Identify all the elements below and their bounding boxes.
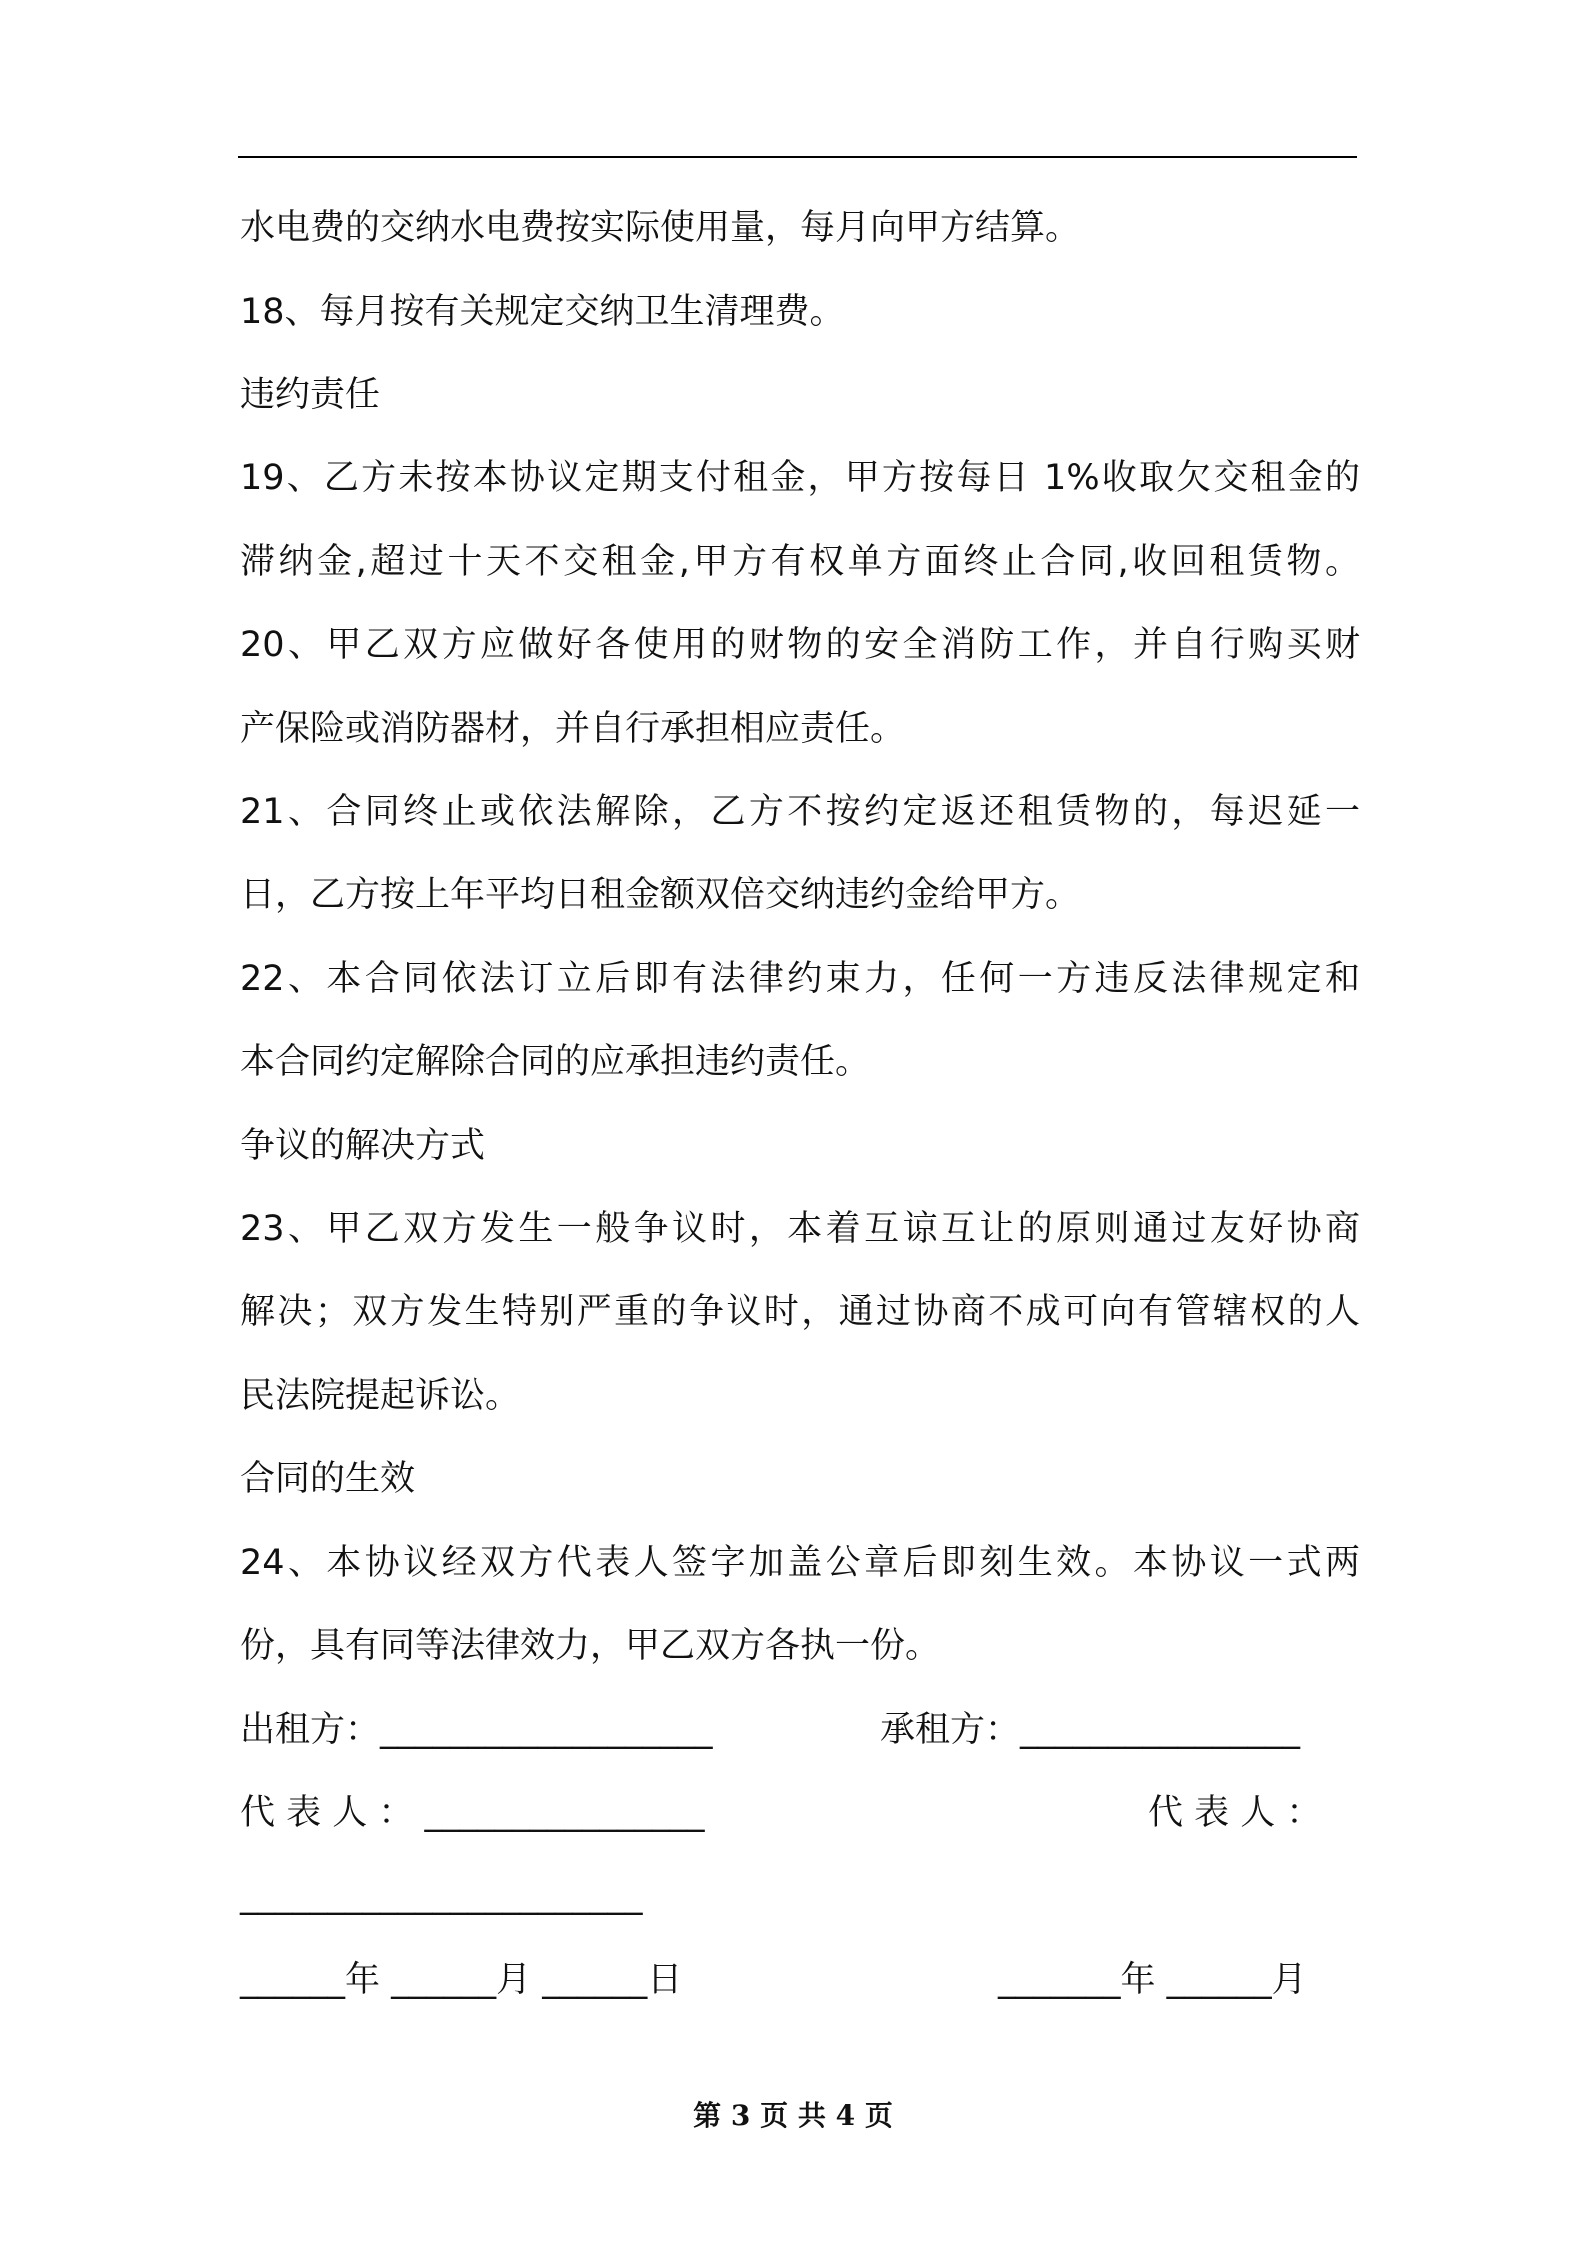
clause-22-line-1: 22、本合同依法订立后即有法律约束力，任何一方违反法律规定和 [240,959,1360,999]
body-line: 水电费的交纳水电费按实际使用量，每月向甲方结算。 [240,208,1081,248]
clause-21-line-1: 21、合同终止或依法解除，乙方不按约定返还租赁物的，每迟延一 [240,792,1360,832]
page-number-footer: 第 3 页 共 4 页 [693,2099,893,2132]
clause-23-line-2: 解决；双方发生特别严重的争议时，通过协商不成可向有管辖权的人 [240,1292,1360,1332]
clause-24-line-2: 份，具有同等法律效力，甲乙双方各执一份。 [240,1626,941,1666]
representative-right-blank: _______________________ [240,1876,643,1916]
clause-22-line-2: 本合同约定解除合同的应承担违约责任。 [240,1042,871,1082]
section-heading-effect: 合同的生效 [240,1459,416,1499]
clause-20-line-1: 20、甲乙双方应做好各使用的财物的安全消防工作，并自行购买财 [240,625,1360,665]
section-heading-dispute: 争议的解决方式 [240,1126,486,1166]
lessee-signature-field: 承租方：________________ [880,1710,1301,1750]
clause-18: 18、每月按有关规定交纳卫生清理费。 [240,292,845,332]
clause-23-line-1: 23、甲乙双方发生一般争议时，本着互谅互让的原则通过友好协商 [240,1209,1360,1249]
lessor-signature-field: 出租方：___________________ [240,1710,713,1750]
section-heading-breach: 违约责任 [240,375,381,415]
representative-right-label: 代 表 人 ： [1148,1793,1322,1833]
representative-left-field: 代 表 人 ： ________________ [240,1793,705,1833]
clause-21-line-2: 日，乙方按上年平均日租金额双倍交纳违约金给甲方。 [240,875,1081,915]
date-right-field: _______年 ______月 [998,1960,1307,2000]
date-left-field: ______年 ______月 ______日 [240,1960,683,2000]
clause-23-line-3: 民法院提起诉讼。 [240,1376,521,1416]
clause-24-line-1: 24、本协议经双方代表人签字加盖公章后即刻生效。本协议一式两 [240,1543,1360,1583]
clause-19-line-1: 19、乙方未按本协议定期支付租金，甲方按每日 1%收取欠交租金的 [240,458,1360,498]
header-rule [238,156,1357,158]
clause-20-line-2: 产保险或消防器材，并自行承担相应责任。 [240,709,906,749]
clause-19-line-2: 滞纳金,超过十天不交租金,甲方有权单方面终止合同,收回租赁物。 [240,542,1360,582]
